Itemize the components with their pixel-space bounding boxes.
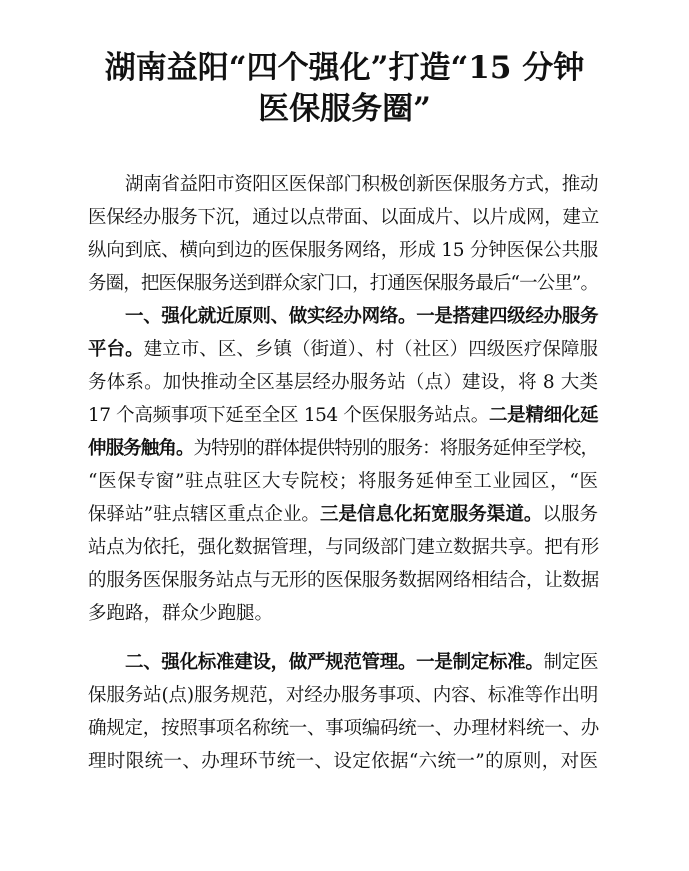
paragraph-2-line-7 [88,500,598,530]
paragraph-3-line-4 [88,747,598,777]
paragraph-3-line-3 [88,714,598,744]
paragraph-1-line-2 [88,203,598,233]
text-run: 建立市、区、乡镇（街道）、村（社区）四级医疗保障服 [143,339,598,360]
paragraph-2-line-1 [125,302,598,332]
bold-lead: 平台。 [88,339,144,360]
text-run: 站点为依托，强化数据管理，与同级部门建立数据共享。把有形 [88,537,600,558]
text-run: 医保经办服务下沉，通过以点带面、以面成片、以片成网，建立 [88,207,600,228]
paragraph-2-line-5 [88,434,598,464]
text-run: 湖南省益阳市资阳区医保部门积极创新医保服务方式，推动 [125,174,598,195]
title-line-2: 医保服务圈” [258,91,431,127]
text-run: “医保专窗”驻点驻区大专院校；将服务延伸至工业园区，“医 [88,471,598,492]
bold-lead: 三是信息化拓宽服务渠道。 [319,504,543,525]
bold-lead: 一是制定标准。 [416,652,544,673]
text-run: 为特别的群体提供特别的服务：将服务延伸至学校， [193,438,598,459]
paragraph-1-line-1 [125,170,598,200]
text-run: 确规定，按照事项名称统一、事项编码统一、办理材料统一、办 [88,718,600,739]
text-run: 保驿站”驻点辖区重点企业。 [88,504,320,525]
paragraph-2-line-2 [88,335,598,365]
paragraph-2-line-4 [88,401,598,431]
paragraph-1-line-3 [88,236,598,266]
text-run: 务体系。加快推动全区基层经办服务站（点）建设，将 8 大类 [88,372,598,393]
text-run: 务圈，把医保服务送到群众家门口，打通医保服务最后“一公里”。 [88,273,598,294]
paragraph-2-line-9 [88,566,598,596]
paragraph-1-line-4 [88,269,598,299]
title-line-1: 湖南益阳“四个强化”打造“15 分钟 [104,50,585,86]
paragraph-2-line-6 [88,467,598,497]
text-run: 保服务站(点)服务规范，对经办服务事项、内容、标准等作出明 [88,685,598,706]
text-run: 理时限统一、办理环节统一、设定依据“六统一”的原则，对医 [88,751,598,772]
paragraph-2-line-8 [88,533,598,563]
text-run: 17 个高频事项下延至全区 154 个医保服务站点。 [88,405,489,426]
section-heading: 一、强化就近原则、做实经办网络。 [125,306,417,327]
paragraph-3-line-1 [125,648,598,678]
paragraph-2-line-3 [88,368,598,398]
paragraph-2-line-10 [88,599,598,629]
section-heading: 二、强化标准建设，做严规范管理。 [125,652,417,673]
paragraph-3-line-2 [88,681,598,711]
text-run: 以服务 [542,504,598,525]
text-run: 的服务医保服务站点与无形的医保服务数据网络相结合，让数据 [88,570,600,591]
text-run: 纵向到底、横向到边的医保服务网络，形成 15 分钟医保公共服 [88,240,598,261]
bold-lead: 伸服务触角。 [88,438,194,459]
text-run: 制定医 [543,652,598,673]
text-run: 多跑路，群众少跑腿。 [88,603,274,624]
bold-lead: 二是精细化延 [488,405,598,426]
bold-lead: 一是搭建四级经办服务 [416,306,598,327]
